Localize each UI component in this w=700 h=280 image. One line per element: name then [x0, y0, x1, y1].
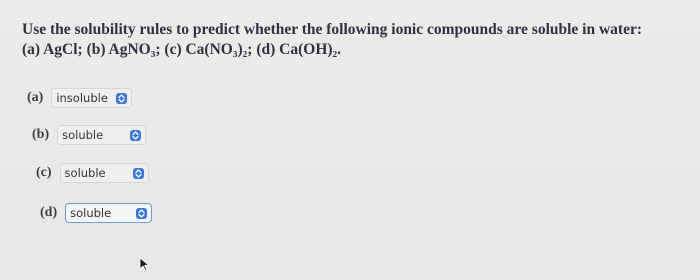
answer-letter-d: (d): [40, 205, 58, 220]
answer-row-b: [32, 125, 146, 145]
answer-select-d-value: soluble: [70, 206, 112, 220]
question-text: [22, 20, 692, 60]
answer-row-d: [40, 203, 152, 223]
answer-select-b[interactable]: [57, 125, 146, 145]
answer-select-a[interactable]: [51, 88, 132, 108]
answer-select-c-value: soluble: [64, 166, 106, 180]
answer-select-d[interactable]: [65, 203, 152, 223]
chevron-up-down-icon: [133, 168, 144, 179]
answer-row-c: [36, 163, 149, 183]
answer-row-a: [27, 88, 132, 108]
answer-letter-a: (a): [27, 90, 44, 105]
answer-letter-b: (b): [32, 127, 50, 142]
chevron-up-down-icon: [136, 208, 147, 219]
chevron-up-down-icon: [116, 93, 127, 104]
answer-select-a-value: insoluble: [56, 91, 108, 105]
mouse-cursor-icon: [139, 256, 151, 275]
question-line-2: (a) AgCl; (b) AgNO₃; (c) Ca(NO₃)₂; (d) Ca(OH)₂.: [22, 41, 342, 58]
answer-select-b-value: soluble: [62, 128, 104, 142]
chevron-up-down-icon: [130, 130, 141, 141]
question-line-1: Use the solubility rules to predict whether the following ionic compounds are soluble in water:: [22, 21, 642, 38]
answer-select-c[interactable]: [60, 163, 149, 183]
answer-letter-c: (c): [36, 165, 52, 180]
